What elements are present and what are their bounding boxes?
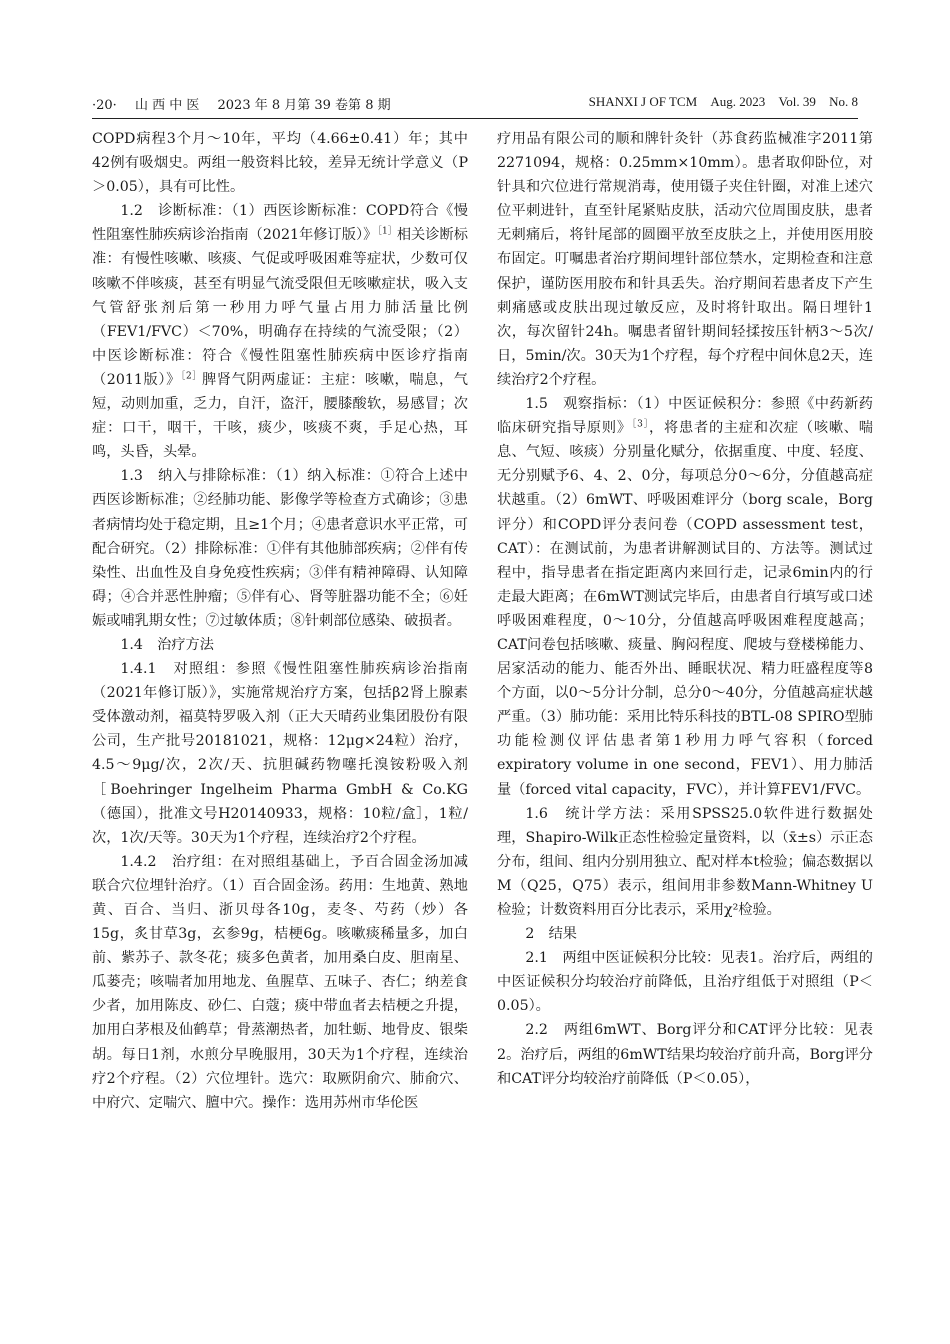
diagnosis-text-a: 1.2 诊断标准：（1）西医诊断标准：COPD符合《慢性阻塞性肺疾病诊治指南（2021年修订版）》 [92,203,468,244]
header-left [92,94,405,113]
observation-text-b: ，将患者的主症和次症（咳嗽、喘息、气短、咳痰）分别量化赋分，依据重度、中度、轻度、无分别赋予6、4、2、0分，每项总分0～6分，分值越高症状越重。（2）6mWT、呼吸困难评分（borg scale，Borg评分）和COPD评分表问卷（COPD assessment test，CAT）：在测试前，为患者讲解测试目的、方法等。测试过程中，指导患者在指定距离内来回行走，记录6min内的行走最大距离；在6mWT测试完毕后，由患者自行填写或口述呼吸困难程度，0～10分，分值越高呼吸困难程度越高；CAT问卷包括咳嗽、痰量、胸闷程度、爬坡与登楼梯能力、居家活动的能力、能否外出、睡眠状况、精力旺盛程度等8个方面，以0～5分计分制，总分0～40分，分值越高症状越严重。（3）肺功能：采用比特乐科技的BTL-08 SPIRO型肺功能检测仪评估患者第1秒用力呼气容积（forced expiratory volume in one second，FEV1）、用力肺活量（forced vital capacity，FVC），并计算FEV1/FVC。 [497,420,873,798]
paragraph-criteria: 1.3 纳入与排除标准：（1）纳入标准：①符合上述中西医诊断标准；②经肺功能、影像学等检查方式确诊；③患者病情均处于稳定期，且≥1个月；④患者意识水平正常，可配合研究。（2）排除标准：①伴有其他肺部疾病；②伴有传染性、出血性及自身免疫性疾病；③伴有精神障碍、认知障碍；④合并恶性肿瘤；⑤伴有心、肾等脏器功能不全；⑥妊娠或哺乳期女性；⑦过敏体质；⑧针刺部位感染、破损者。 [92,468,468,629]
paragraph-acupuncture-procedure: 疗用品有限公司的顺和牌针灸针（苏食药监械准字2011第2271094，规格：0.25mm×10mm）。患者取仰卧位，对针具和穴位进行常规消毒，使用镊子夹住针圈，对准上述穴位平刺进针，直至针尾紧贴皮肤，活动穴位周围皮肤，患者无刺痛后，将针尾部的圆圈平放至皮肤之上，并使用医用胶布固定。叮嘱患者治疗期间埋针部位禁水，定期检查和注意保护，谨防医用胶布和针具丢失。治疗期间若患者皮下产生刺痛感或皮肤出现过敏反应，及时将针取出。隔日埋针1次，每次留针24h。嘱患者留针期间轻揉按压针柄3～5次/日，5min/次。30天为1个疗程，每个疗程中间休息2天，连续治疗2个疗程。 [497,131,873,388]
citation-ref-1: ［1］ [377,226,397,237]
running-header [92,92,858,119]
citation-ref-3: ［3］ [631,419,649,430]
paragraph-treatment-group: 1.4.2 治疗组：在对照组基础上，予百合固金汤加减联合穴位埋针治疗。（1）百合固金汤。药用：生地黄、熟地黄、百合、当归、浙贝母各10g，麦冬、芍药（炒）各15g，炙甘草3g，玄参9g，桔梗6g。咳嗽痰稀量多，加白前、紫苏子、款冬花；痰多色黄者，加用桑白皮、胆南星、瓜蒌壳；咳喘者加用地龙、鱼腥草、五味子、杏仁；纳差食少者，加用陈皮、砂仁、白蔻；痰中带血者去桔梗之升提，加用白茅根及仙鹤草；骨蒸潮热者，加牡蛎、地骨皮、银柴胡。每日1剂，水煎分早晚服用，30天为1个疗程，连续治疗2个疗程。（2）穴位埋针。选穴：取厥阴俞穴、肺俞穴、中府穴、定喘穴、膻中穴。操作：选用苏州市华伦医 [92,853,468,1111]
header-right [579,94,858,110]
left-column [92,127,468,1115]
journal-title-cn: 山 西 中 医 [134,98,200,113]
observation-text-a: 1.5 观察指标：（1）中医证候积分：参照《中药新药临床研究指导原则》 [497,396,873,437]
citation-ref-2: ［2］ [180,371,202,382]
diagnosis-text-c: 脾肾气阴两虚证：主症：咳嗽，喘息，气短，动则加重，乏力，自汗，盗汗，腰膝酸软，易感冒；次症：口干，咽干，干咳，痰少，咳痰不爽，手足心热，耳鸣，头昏，头晕。 [92,371,468,461]
paragraph-control-group: 1.4.1 对照组：参照《慢性阻塞性肺疾病诊治指南（2021年修订版）》，实施常规治疗方案，包括β2肾上腺素受体激动剂，福莫特罗吸入剂（正大天晴药业集团股份有限公司，生产批号20181021，规格：12μg×24粒）治疗，4.5～9μg/次，2次/天、抗胆碱药物噻托溴铵粉吸入剂［Boehringer Ingelheim Pharma GmbH & Co.KG（德国），批准文号H20140933，规格：10粒/盒］，1粒/次，1次/天等。30天为1个疗程，连续治疗2个疗程。 [92,661,468,846]
issue-date-en: Aug. 2023 [710,94,766,109]
page-number: ·20· [92,98,117,113]
heading-results: 2 结果 [525,926,577,943]
paragraph-statistics: 1.6 统计学方法：采用SPSS25.0软件进行数据处理，Shapiro-Wilk正态性检验定量资料，以（x̄±s）示正态分布，组间、组内分别用独立、配对样本t检验；偏态数据以M（Q25，Q75）表示，组间用非参数Mann-Whitney U检验；计数资料用百分比表示，采用χ²检验。 [497,805,873,918]
heading-treatment-methods: 1.4 治疗方法 [120,636,214,653]
journal-title-en: SHANXI J OF TCM [588,94,698,109]
diagnosis-text-b: 相关诊断标准：有慢性咳嗽、咳痰、气促或呼吸困难等症状，少数可仅咳嗽不伴咳痰，甚至有明显气流受限但无咳嗽症状，吸入支气管舒张剂后第一秒用力呼气量占用力肺活量比例（FEV1/FVC）＜70%，明确存在持续的气流受限；（2）中医诊断标准：符合《慢性阻塞性肺疾病中医诊疗指南（2011版）》 [92,227,468,388]
issue-cn: 2023 年 8 月第 39 卷第 8 期 [217,98,391,113]
volume: Vol. 39 [778,94,816,109]
paragraph-result-6mwt: 2.2 两组6mWT、Borg评分和CAT评分比较：见表2。治疗后，两组的6mWT结果均较治疗前升高，Borg评分和CAT评分均较治疗前降低（P＜0.05）， [497,1022,873,1087]
paragraph-diagnosis [92,199,468,464]
paragraph-observation-indicators [497,392,873,802]
right-column [497,127,873,1091]
paragraph-result-tcm-score: 2.1 两组中医证候积分比较：见表1。治疗后，两组的中医证候积分均较治疗前降低，且治疗组低于对照组（P＜0.05）。 [497,950,873,1015]
paragraph-general-data: COPD病程3个月～10年，平均（4.66±0.41）年；其中42例有吸烟史。两组一般资料比较，差异无统计学意义（P＞0.05），具有可比性。 [92,131,468,196]
issue-number: No. 8 [829,94,858,109]
